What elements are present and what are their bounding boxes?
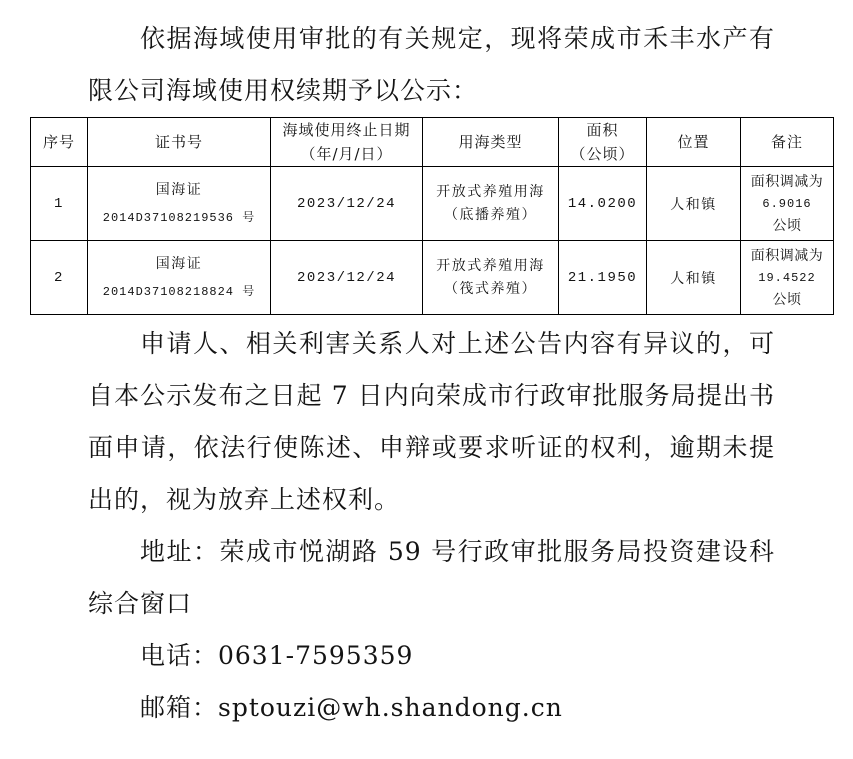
- header-use-type: 用海类型: [423, 118, 559, 167]
- row-remark-line-1: 面积调减为: [750, 173, 824, 190]
- header-remark: 备注: [741, 118, 834, 167]
- row-use-type-main: 开放式养殖用海: [436, 183, 545, 200]
- objection-line-3: 面申请，依法行使陈述、申辩或要求听证的权利，逾期未提: [88, 433, 775, 462]
- notice-body: [88, 318, 775, 734]
- intro-line-2: 限公司海域使用权续期予以公示：: [88, 76, 479, 105]
- table-header-row: [31, 118, 834, 167]
- row-cert-label: 国海证: [155, 181, 203, 198]
- row-remark: [741, 167, 834, 241]
- row-cert: [88, 241, 271, 315]
- phone-line: 电话：0631-7595359: [140, 641, 414, 670]
- row-use-type-sub: （筏式养殖）: [444, 280, 537, 297]
- objection-line-4: 出的，视为放弃上述权利。: [88, 485, 401, 514]
- row-area: 21.1950: [559, 241, 647, 315]
- header-area-label: 面积: [586, 121, 619, 139]
- table-row: [31, 167, 834, 241]
- header-area-unit: （公顷）: [570, 145, 635, 163]
- row-remark-line-3: 公顷: [772, 217, 802, 234]
- row-use-type-main: 开放式养殖用海: [436, 257, 545, 274]
- address-line-2: 综合窗口: [88, 589, 193, 618]
- row-remark: [741, 241, 834, 315]
- row-cert-number: 2014D37108219536 号: [102, 210, 256, 225]
- row-end-date: 2023/12/24: [271, 241, 423, 315]
- row-cert-label: 国海证: [155, 255, 203, 272]
- table-row: [31, 241, 834, 315]
- row-remark-line-2: 6.9016: [762, 196, 812, 211]
- header-cert: 证书号: [88, 118, 271, 167]
- header-location: 位置: [647, 118, 741, 167]
- row-index: 1: [31, 167, 88, 241]
- header-index: 序号: [31, 118, 88, 167]
- notice-intro: [88, 13, 775, 117]
- header-end-date-unit: （年/月/日）: [300, 145, 393, 163]
- row-use-type: [423, 241, 559, 315]
- email-line: 邮箱：sptouzi@wh.shandong.cn: [140, 693, 563, 722]
- intro-line-1: 依据海域使用审批的有关规定，现将荣成市禾丰水产有: [140, 24, 775, 53]
- row-use-type: [423, 167, 559, 241]
- row-cert-number: 2014D37108218824 号: [102, 284, 256, 299]
- sea-use-records-table: [30, 117, 834, 315]
- row-remark-line-3: 公顷: [772, 291, 802, 308]
- objection-line-2: 自本公示发布之日起 7 日内向荣成市行政审批服务局提出书: [88, 381, 775, 410]
- row-cert: [88, 167, 271, 241]
- header-end-date-label: 海域使用终止日期: [282, 121, 411, 139]
- row-index: 2: [31, 241, 88, 315]
- row-location: 人和镇: [647, 241, 741, 315]
- row-end-date: 2023/12/24: [271, 167, 423, 241]
- address-line-1: 地址：荣成市悦湖路 59 号行政审批服务局投资建设科: [140, 537, 775, 566]
- row-location: 人和镇: [647, 167, 741, 241]
- row-use-type-sub: （底播养殖）: [444, 206, 537, 223]
- row-remark-line-2: 19.4522: [758, 270, 816, 285]
- header-area: [559, 118, 647, 167]
- objection-line-1: 申请人、相关利害关系人对上述公告内容有异议的，可: [140, 329, 775, 358]
- row-remark-line-1: 面积调减为: [750, 247, 824, 264]
- header-end-date: [271, 118, 423, 167]
- row-area: 14.0200: [559, 167, 647, 241]
